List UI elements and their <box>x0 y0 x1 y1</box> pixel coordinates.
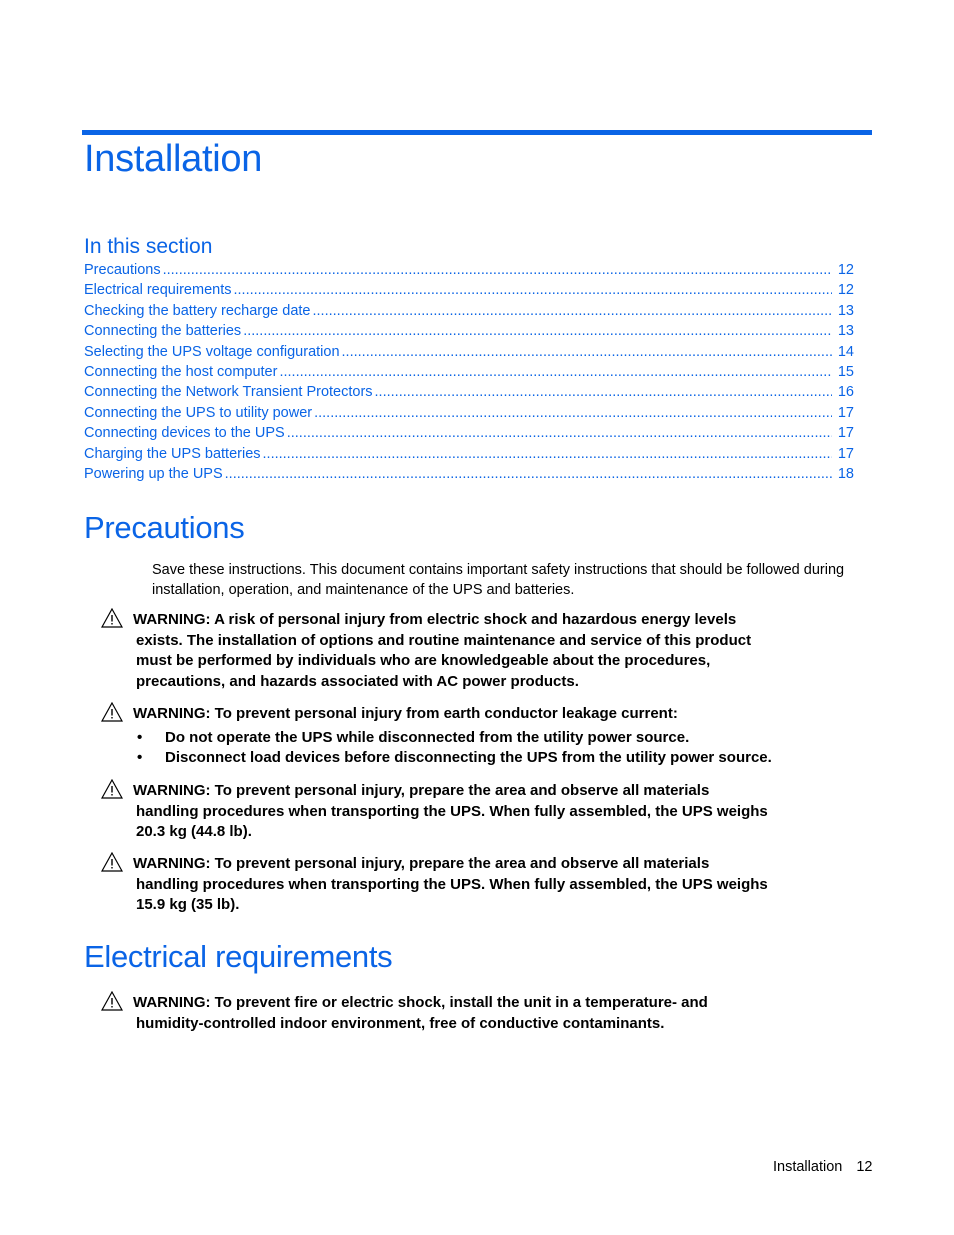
toc-item-label: Charging the UPS batteries <box>84 445 261 462</box>
toc-item-label: Connecting the host computer <box>84 363 278 380</box>
toc-item-label: Checking the battery recharge date <box>84 302 311 319</box>
warning-text: WARNING: To prevent fire or electric shock, install the unit in a temperature- and <box>133 994 708 1011</box>
toc-item-connecting-devices[interactable] <box>84 425 854 445</box>
warning-text: humidity-controlled indoor environment, free of conductive contaminants. <box>136 1014 665 1032</box>
precautions-intro: Save these instructions. This document contains important safety instructions that should be followed during installation, operation, and maintenance of the UPS and batteries. <box>152 562 845 598</box>
toc-item-page: 12 <box>837 282 854 299</box>
toc-item-page: 17 <box>837 445 854 462</box>
toc-item-label: Connecting the Network Transient Protectors <box>84 384 373 401</box>
toc-item-page: 14 <box>837 343 854 360</box>
warning-text: precautions, and hazards associated with AC power products. <box>136 672 579 690</box>
toc-item-utility-power[interactable] <box>84 405 854 425</box>
warning-text: WARNING: To prevent personal injury from earth conductor leakage current: <box>133 705 678 722</box>
list-item: • Do not operate the UPS while disconnected from the utility power source. <box>100 728 870 748</box>
warning-block <box>100 610 870 692</box>
toc-item-page: 17 <box>837 404 854 421</box>
toc-leader <box>342 344 832 360</box>
warning-block <box>100 993 870 1034</box>
warning-bullet-list <box>100 728 870 768</box>
bullet-icon: • <box>137 728 143 746</box>
warning-block <box>100 854 870 916</box>
warning-text: WARNING: A risk of personal injury from electric shock and hazardous energy levels <box>133 611 737 628</box>
footer-section: Installation <box>773 1159 843 1175</box>
page-number: 12 <box>856 1159 873 1175</box>
toc-item-label: Connecting the UPS to utility power <box>84 404 313 421</box>
warning-text: 15.9 kg (35 lb). <box>136 896 240 914</box>
toc-item-page: 15 <box>837 363 854 380</box>
toc-leader <box>233 282 832 298</box>
warning-text: handling procedures when transporting the UPS. When fully assembled, the UPS weighs <box>136 875 768 893</box>
toc-item-page: 13 <box>837 302 854 319</box>
warning-text: must be performed by individuals who are knowledgeable about the procedures, <box>136 652 711 670</box>
warning-text: 20.3 kg (44.8 lb). <box>136 823 252 841</box>
toc-item-label: Selecting the UPS voltage configuration <box>84 343 340 360</box>
toc-leader <box>163 262 832 278</box>
toc-item-voltage-configuration[interactable] <box>84 344 854 364</box>
section-title-precautions: Precautions <box>84 510 245 545</box>
chapter-title: Installation <box>84 138 263 180</box>
toc-leader <box>263 446 832 462</box>
toc-item-page: 16 <box>837 384 854 401</box>
toc-item-page: 12 <box>837 262 854 278</box>
warning-triangle-icon <box>101 702 123 722</box>
toc-item-page: 13 <box>837 323 854 340</box>
toc-item-label: Precautions <box>84 262 161 278</box>
toc-item-connecting-batteries[interactable] <box>84 323 854 343</box>
chapter-rule <box>82 130 872 135</box>
toc-leader <box>313 303 833 319</box>
warning-text: exists. The installation of options and routine maintenance and service of this product <box>136 631 752 649</box>
toc-item-precautions[interactable] <box>84 262 854 282</box>
toc-leader <box>225 466 832 482</box>
warning-block <box>100 704 870 768</box>
warning-triangle-icon <box>101 608 123 628</box>
list-item: • Disconnect load devices before disconnecting the UPS from the utility power source. <box>100 748 870 768</box>
toc-item-label: Connecting devices to the UPS <box>84 425 285 442</box>
warning-triangle-icon <box>101 852 123 872</box>
toc-item-page: 18 <box>837 465 854 482</box>
toc-leader <box>287 425 832 441</box>
toc-item-host-computer[interactable] <box>84 364 854 384</box>
warning-triangle-icon <box>101 991 123 1011</box>
toc-leader <box>279 364 832 380</box>
warning-text: WARNING: To prevent personal injury, prepare the area and observe all materials <box>133 782 710 799</box>
warning-triangle-icon <box>101 779 123 799</box>
toc-item-battery-recharge-date[interactable] <box>84 303 854 323</box>
warning-text: handling procedures when transporting the UPS. When fully assembled, the UPS weighs <box>136 802 768 820</box>
section-title-electrical-requirements: Electrical requirements <box>84 939 393 974</box>
toc-heading: In this section <box>84 235 213 258</box>
toc-leader <box>243 323 832 339</box>
toc-item-page: 17 <box>837 425 854 442</box>
toc-item-label: Powering up the UPS <box>84 465 223 482</box>
toc-leader <box>375 384 832 400</box>
toc-item-powering-up[interactable] <box>84 466 854 486</box>
toc-item-label: Connecting the batteries <box>84 323 242 340</box>
warning-block <box>100 781 870 843</box>
toc-list <box>84 262 854 486</box>
toc-leader <box>314 405 832 421</box>
toc-item-electrical-requirements[interactable] <box>84 282 854 302</box>
toc-item-charging-batteries[interactable] <box>84 446 854 466</box>
toc-item-label: Electrical requirements <box>84 282 232 299</box>
warning-text: WARNING: To prevent personal injury, prepare the area and observe all materials <box>133 855 710 872</box>
page-footer <box>773 1159 872 1175</box>
toc-item-network-transient-protectors[interactable] <box>84 384 854 404</box>
bullet-icon: • <box>137 748 143 766</box>
